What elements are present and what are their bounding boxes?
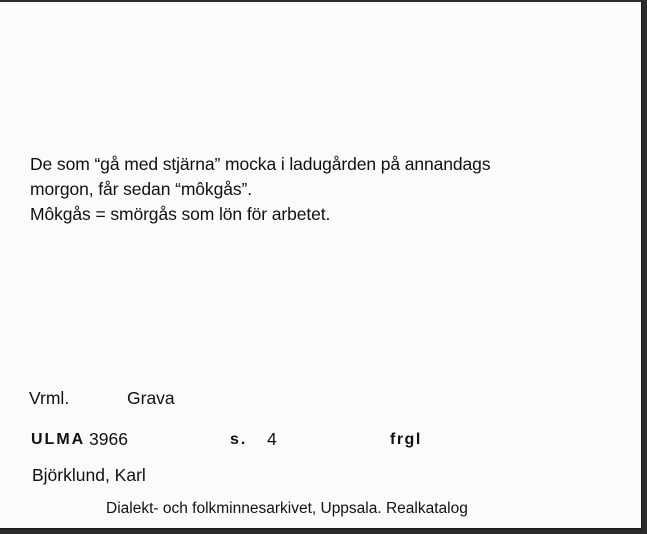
archive-card [0, 2, 642, 529]
archive-label: ULMA [31, 431, 86, 448]
card-body-text [30, 152, 490, 227]
text-line: morgon, får sedan “môkgås”. [30, 179, 252, 199]
page-label: s. [230, 431, 248, 448]
text-line: Môkgås = smörgås som lön för arbetet. [30, 204, 331, 224]
archive-number: 3966 [89, 429, 128, 449]
page-number: 4 [267, 429, 277, 449]
text-line: De som “gå med stjärna” mocka i ladugården på annandags [30, 154, 491, 174]
collector-name: Björklund, Karl [32, 465, 146, 485]
category-code: frgl [390, 431, 422, 448]
parish-name: Grava [127, 388, 175, 408]
region-abbreviation: Vrml. [29, 388, 70, 408]
archive-footer: Dialekt- och folkminnesarkivet, Uppsala. Realkatalog [106, 500, 468, 517]
